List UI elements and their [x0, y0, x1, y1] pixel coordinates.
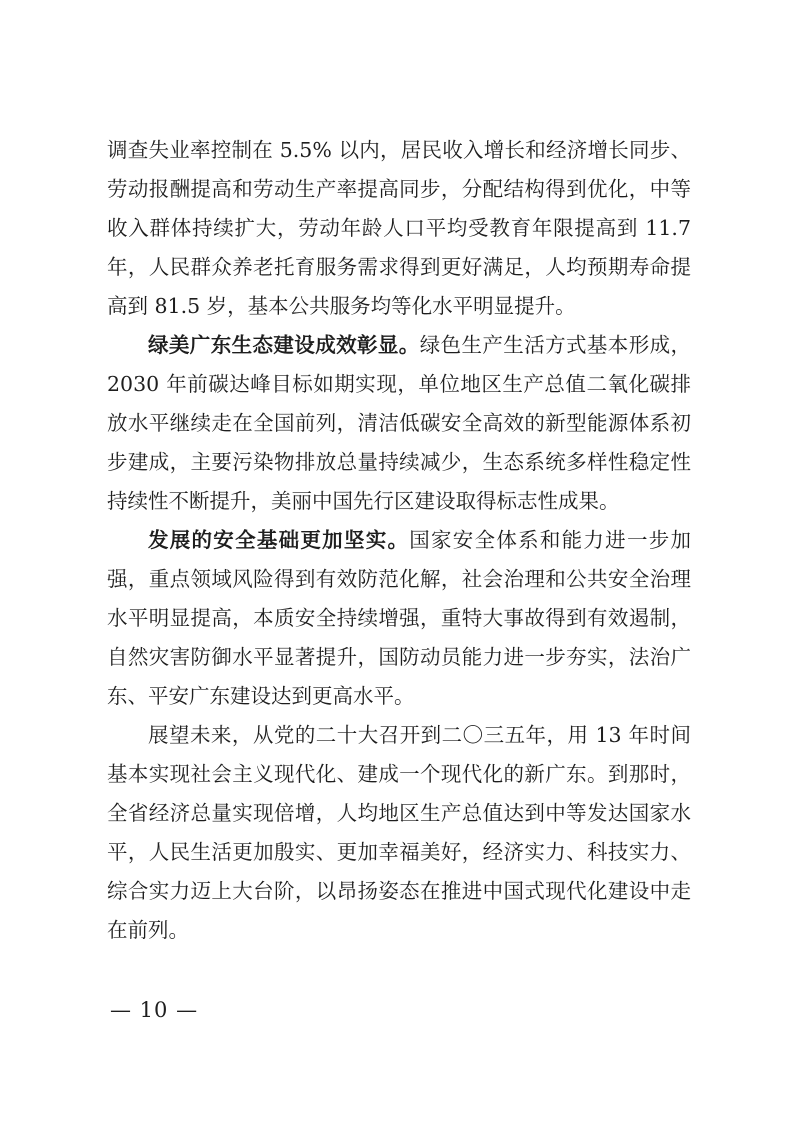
paragraph-line: 强，重点领域风险得到有效防范化解，社会治理和公共安全治理: [107, 567, 691, 591]
paragraph-line: 水平明显提高，本质安全持续增强，重特大事故得到有效遏制，: [107, 606, 691, 630]
paragraph-line: 高到 81.5 岁，基本公共服务均等化水平明显提升。: [107, 294, 576, 318]
paragraph-line: 平，人民生活更加殷实、更加幸福美好，经济实力、科技实力、: [107, 840, 691, 864]
paragraph-line: 收入群体持续扩大，劳动年龄人口平均受教育年限提高到 11.7: [107, 216, 691, 240]
paragraph-first-line: [107, 521, 691, 560]
paragraph-first-line: 展望未来，从党的二十大召开到二〇三五年，用 13 年时间: [148, 723, 691, 747]
paragraph-line: 全省经济总量实现倍增，人均地区生产总值达到中等发达国家水: [107, 801, 691, 825]
page-number: — 10 —: [110, 998, 199, 1022]
paragraph-line: 基本实现社会主义现代化、建成一个现代化的新广东。到那时，: [107, 762, 691, 786]
paragraph-first-line-text: 国家安全体系和能力进一步加: [409, 528, 691, 552]
paragraph-line: 2030 年前碳达峰目标如期实现，单位地区生产总值二氧化碳排: [107, 372, 691, 396]
paragraph-line: 步建成，主要污染物排放总量持续减少，生态系统多样性稳定性: [107, 450, 691, 474]
paragraph-line: 持续性不断提升，美丽中国先行区建设取得标志性成果。: [107, 489, 620, 513]
paragraph-line: 年，人民群众养老托育服务需求得到更好满足，人均预期寿命提: [107, 255, 691, 279]
paragraph-employment-income: [107, 131, 691, 326]
paragraph-line: 综合实力迈上大台阶，以昂扬姿态在推进中国式现代化建设中走: [107, 879, 691, 903]
paragraph-first-line: [107, 326, 691, 365]
paragraph-line: 劳动报酬提高和劳动生产率提高同步，分配结构得到优化，中等: [107, 177, 691, 201]
paragraph-lead-heading: 绿美广东生态建设成效彰显。: [148, 333, 420, 357]
paragraph-first-line-text: 绿色生产生活方式基本形成，: [419, 333, 691, 357]
paragraph-lead-heading: 发展的安全基础更加坚实。: [148, 528, 410, 552]
paragraph-line: 调查失业率控制在 5.5% 以内，居民收入增长和经济增长同步、: [107, 138, 691, 162]
document-body: [107, 131, 691, 950]
paragraph-outlook: [107, 716, 691, 950]
paragraph-security: [107, 521, 691, 716]
paragraph-line: 自然灾害防御水平显著提升，国防动员能力进一步夯实，法治广: [107, 645, 691, 669]
paragraph-line: 放水平继续走在全国前列，清洁低碳安全高效的新型能源体系初: [107, 411, 691, 435]
paragraph-line: 东、平安广东建设达到更高水平。: [107, 684, 415, 708]
paragraph-line: 在前列。: [107, 918, 189, 942]
paragraph-green-ecology: [107, 326, 691, 521]
